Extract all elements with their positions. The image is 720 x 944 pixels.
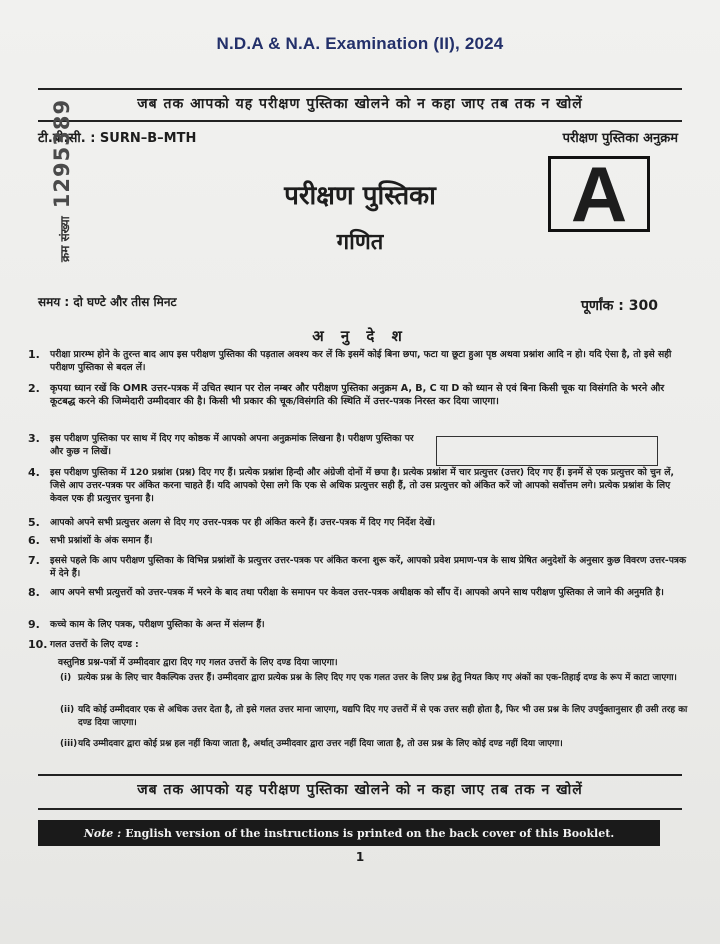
instruction-text: गलत उत्तरों के लिए दण्ड : bbox=[50, 639, 139, 650]
bottom-rule-1 bbox=[38, 774, 682, 776]
penalty-text: यदि उम्मीदवार द्वारा कोई प्रश्न हल नहीं किया जाता है, अर्थात् उम्मीदवार द्वारा उत्तर नहीं दिया जाता है, तो उस प्रश्न के लिए कोई दण्ड नहीं दिया जाएगा। bbox=[78, 739, 563, 749]
bottom-warning: जब तक आपको यह परीक्षण पुस्तिका खोलने को न कहा जाए तब तक न खोलें bbox=[137, 782, 583, 798]
instruction-item bbox=[28, 432, 428, 458]
english-note-bar bbox=[38, 820, 660, 846]
instruction-number: 4. bbox=[28, 466, 40, 479]
booklet-sequence-label: परीक्षण पुस्तिका अनुक्रम bbox=[562, 131, 678, 146]
series-box bbox=[548, 150, 650, 238]
top-rule-1 bbox=[38, 88, 682, 90]
instruction-item bbox=[28, 466, 688, 505]
serial-number: 1295389 bbox=[50, 98, 74, 209]
page-number: 1 bbox=[355, 850, 365, 864]
penalty-number: (ii) bbox=[60, 705, 75, 715]
instruction-item bbox=[28, 348, 688, 374]
instruction-number: 3. bbox=[28, 432, 40, 445]
series-letter: A bbox=[570, 150, 628, 238]
maximum-marks: पूर्णांक : 300 bbox=[580, 298, 658, 314]
penalty-text: प्रत्येक प्रश्न के लिए चार वैकल्पिक उत्तर हैं। उम्मीदवार द्वारा प्रत्येक प्रश्न के लिए दिए गए एक गलत उत्तर के लिए प्रश्न हेतु नियत किए गए अंकों का एक-तिहाई दण्ड के रूप में काटा जाएगा। bbox=[78, 673, 677, 683]
instruction-number: 10. bbox=[28, 638, 48, 651]
instruction-number: 7. bbox=[28, 554, 40, 567]
booklet-title: परीक्षण पुस्तिका bbox=[284, 181, 436, 211]
tbc-code: टी.बी.सी. : SURN–B–MTH bbox=[38, 131, 197, 146]
instruction-text: इस परीक्षण पुस्तिका पर साथ में दिए गए कोष्ठक में आपको अपना अनुक्रमांक लिखना है। परीक्षण पुस्तिका पर और कुछ न लिखें। bbox=[50, 433, 414, 457]
instruction-number: 2. bbox=[28, 382, 40, 395]
exam-title: N.D.A & N.A. Examination (II), 2024 bbox=[216, 34, 504, 53]
instruction-number: 6. bbox=[28, 534, 40, 547]
bottom-rule-2 bbox=[38, 808, 682, 810]
penalty-number: (iii) bbox=[60, 739, 78, 749]
penalty-text: यदि कोई उम्मीदवार एक से अधिक उत्तर देता है, तो इसे गलत उत्तर माना जाएगा, यद्यपि दिए गए उत्तरों में से एक उत्तर सही होता है, फिर भी उस प्रश्न के लिए उपर्युक्तानुसार ही उसी तरह का दण्ड दिया जाएगा। bbox=[78, 705, 688, 728]
instruction-text: कच्चे काम के लिए पत्रक, परीक्षण पुस्तिका के अन्त में संलग्न हैं। bbox=[50, 619, 265, 630]
instruction-text: कृपया ध्यान रखें कि OMR उत्तर-पत्रक में उचित स्थान पर रोल नम्बर और परीक्षण पुस्तिका अनुक्रम A, B, C या D को ध्यान से एवं बिना किसी चूक या विसंगति के भरने और कूटबद्ध करने की जिम्मेदारी उम्मीदवार की है। किसी भी प्रकार की चूक/विसंगति की स्थिति में उत्तर-पत्रक निरस्त कर दिया जाएगा। bbox=[50, 383, 665, 407]
penalty-intro: वस्तुनिष्ठ प्रश्न-पत्रों में उम्मीदवार द्वारा दिए गए गलत उत्तरों के लिए दण्ड दिया जाएगा। bbox=[58, 657, 338, 668]
instructions-heading: अ नु दे श bbox=[312, 327, 408, 345]
instruction-text: इससे पहले कि आप परीक्षण पुस्तिका के विभिन्न प्रश्नांशों के प्रत्युत्तर उत्तर-पत्रक पर अंकित करना शुरू करें, आपको प्रवेश प्रमाण-पत्र के साथ प्रेषित अनुदेशों के अनुसार कुछ विवरण उत्तर-पत्रक में देने हैं। bbox=[50, 555, 687, 579]
instruction-item bbox=[28, 554, 688, 580]
note-label: Note : bbox=[83, 826, 122, 840]
instruction-item bbox=[28, 638, 688, 651]
instruction-text: आप अपने सभी प्रत्युत्तरों को उत्तर-पत्रक में भरने के बाद तथा परीक्षा के समापन पर केवल उत्तर-पत्रक अधीक्षक को सौंप दें। आपको अपने साथ परीक्षण पुस्तिका ले जाने की अनुमति है। bbox=[50, 587, 664, 598]
instruction-item bbox=[28, 382, 688, 408]
instruction-number: 1. bbox=[28, 348, 40, 361]
penalty-item bbox=[60, 672, 688, 685]
top-warning: जब तक आपको यह परीक्षण पुस्तिका खोलने को न कहा जाए तब तक न खोलें bbox=[137, 96, 583, 112]
subject-title: गणित bbox=[336, 229, 384, 255]
instruction-text: सभी प्रश्नांशों के अंक समान हैं। bbox=[50, 535, 153, 546]
penalty-number: (i) bbox=[60, 673, 72, 683]
instruction-item bbox=[28, 516, 688, 529]
instruction-item bbox=[28, 534, 688, 547]
time-allowed: समय : दो घण्टे और तीस मिनट bbox=[38, 295, 177, 309]
instruction-item bbox=[28, 586, 688, 599]
instruction-number: 5. bbox=[28, 516, 40, 529]
instruction-text: परीक्षा प्रारम्भ होने के तुरन्त बाद आप इस परीक्षण पुस्तिका की पड़ताल अवश्य कर लें कि इसमें कोई बिना छपा, फटा या छूटा हुआ पृष्ठ अथवा प्रश्नांश आदि न हो। यदि ऐसा है, तो इसे सही परीक्षण पुस्तिका से बदल लें। bbox=[50, 349, 672, 373]
note-text: English version of the instructions is printed on the back cover of this Booklet. bbox=[125, 826, 615, 840]
penalty-item bbox=[60, 738, 688, 751]
instruction-text: आपको अपने सभी प्रत्युत्तर अलग से दिए गए उत्तर-पत्रक पर ही अंकित करने हैं। उत्तर-पत्रक में दिए गए निर्देश देखें। bbox=[50, 517, 436, 528]
instruction-item bbox=[28, 618, 688, 631]
instruction-number: 8. bbox=[28, 586, 40, 599]
roll-number-box[interactable] bbox=[436, 436, 658, 466]
instruction-number: 9. bbox=[28, 618, 40, 631]
penalty-item bbox=[60, 704, 688, 729]
instruction-text: इस परीक्षण पुस्तिका में 120 प्रश्नांश (प्रश्न) दिए गए हैं। प्रत्येक प्रश्नांश हिन्दी और अंग्रेजी दोनों में छपा है। प्रत्येक प्रश्नांश में चार प्रत्युत्तर (उत्तर) दिए गए हैं। इनमें से एक प्रत्युत्तर को चुन लें, जिसे आप उत्तर-पत्रक पर अंकित करना चाहते हैं। यदि आपको ऐसा लगे कि एक से अधिक प्रत्युत्तर सही हैं, तो उस प्रत्युत्तर को अंकित करें जो आपको सर्वोत्तम लगे। प्रत्येक प्रश्नांश के लिए केवल एक ही प्रत्युत्तर चुनना है। bbox=[50, 467, 674, 504]
top-rule-2 bbox=[38, 120, 682, 122]
serial-number-label: क्रम संख्या bbox=[58, 216, 72, 262]
